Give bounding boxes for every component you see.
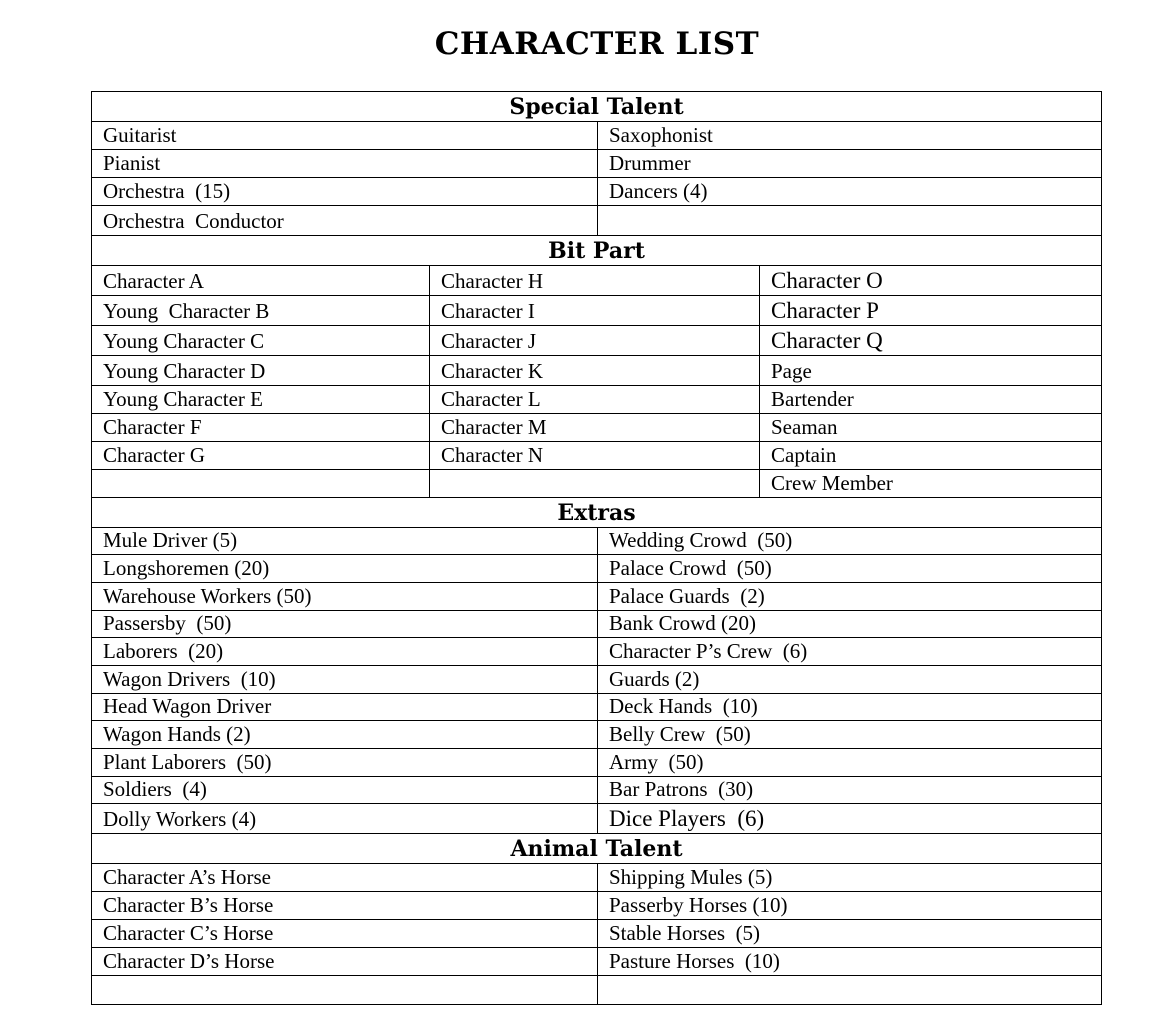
table-cell: Character A — [103, 268, 204, 293]
table-cell: Shipping Mules (5) — [597, 864, 1101, 891]
table-cell: Saxophonist — [597, 122, 1101, 149]
table-row — [92, 583, 1101, 611]
table-cell: Pianist — [103, 151, 161, 175]
table-row — [92, 777, 1101, 805]
table-row — [92, 266, 1101, 296]
table-cell: Character G — [103, 442, 206, 467]
table-cell: Bank Crowd (20) — [597, 611, 1101, 638]
table-cell: Bar Patrons (30) — [597, 777, 1101, 804]
table-cell: Orchestra Conductor — [103, 208, 284, 233]
table-row — [92, 206, 1101, 236]
table-row — [92, 414, 1101, 442]
table-cell: Plant Laborers (50) — [103, 749, 272, 774]
table-cell: Character O — [759, 266, 1101, 295]
table-row — [92, 749, 1101, 777]
table-cell: Wagon Drivers (10) — [103, 666, 276, 691]
table-cell: Page — [759, 356, 1101, 385]
table-cell: Captain — [759, 442, 1101, 469]
table-cell: Mule Driver (5) — [103, 528, 238, 553]
table-row — [92, 976, 1101, 1004]
table-cell: Crew Member — [759, 470, 1101, 497]
table-row — [92, 804, 1101, 834]
section-heading-extras: Extras — [92, 498, 1101, 528]
table-cell: Young Character B — [103, 298, 270, 323]
table-cell: Passersby (50) — [103, 611, 232, 636]
table-row — [92, 555, 1101, 583]
table-cell: Character C’s Horse — [103, 920, 274, 945]
table-cell: Orchestra (15) — [103, 179, 231, 203]
table-row — [92, 611, 1101, 639]
table-cell: Army (50) — [597, 749, 1101, 776]
table-cell: Character M — [429, 414, 759, 441]
character-table — [91, 91, 1102, 1005]
table-cell: Character A’s Horse — [103, 864, 271, 889]
table-row — [92, 694, 1101, 722]
table-row — [92, 528, 1101, 556]
table-cell — [92, 976, 597, 1004]
table-cell: Laborers (20) — [103, 638, 224, 663]
table-cell: Character F — [103, 414, 202, 439]
table-cell: Character H — [429, 266, 759, 295]
section-heading-animal-talent: Animal Talent — [92, 834, 1101, 864]
table-row — [92, 442, 1101, 470]
table-row — [92, 296, 1101, 326]
table-cell — [429, 470, 759, 497]
table-cell: Palace Guards (2) — [597, 583, 1101, 610]
table-cell: Warehouse Workers (50) — [103, 583, 312, 608]
page-title: CHARACTER LIST — [434, 26, 760, 62]
table-row — [92, 150, 1101, 178]
table-cell: Character I — [429, 296, 759, 325]
table-cell: Bartender — [759, 386, 1101, 413]
table-cell: Head Wagon Driver — [103, 694, 272, 719]
table-cell: Character N — [429, 442, 759, 469]
table-cell — [597, 976, 1101, 1004]
table-cell: Character P — [759, 296, 1101, 325]
table-cell — [597, 206, 1101, 235]
table-cell: Guitarist — [103, 123, 177, 147]
table-cell: Belly Crew (50) — [597, 721, 1101, 748]
table-cell: Character L — [429, 386, 759, 413]
table-row — [92, 356, 1101, 386]
table-cell: Young Character E — [103, 386, 264, 411]
table-cell: Character B’s Horse — [103, 892, 274, 917]
table-cell: Character J — [429, 326, 759, 355]
table-cell: Passerby Horses (10) — [597, 892, 1101, 919]
table-row — [92, 864, 1101, 892]
table-row — [92, 948, 1101, 976]
table-row — [92, 386, 1101, 414]
table-cell: Deck Hands (10) — [597, 694, 1101, 721]
section-heading-bit-part: Bit Part — [92, 236, 1101, 266]
table-cell: Young Character D — [103, 358, 266, 383]
table-row — [92, 122, 1101, 150]
table-cell: Drummer — [597, 150, 1101, 177]
table-row — [92, 666, 1101, 694]
table-row — [92, 721, 1101, 749]
table-row — [92, 920, 1101, 948]
table-cell: Wedding Crowd (50) — [597, 528, 1101, 555]
section-heading-special-talent: Special Talent — [92, 92, 1101, 122]
table-cell: Dolly Workers (4) — [103, 806, 257, 831]
table-cell: Palace Crowd (50) — [597, 555, 1101, 582]
table-row — [92, 326, 1101, 356]
table-cell: Character D’s Horse — [103, 948, 275, 973]
table-cell — [92, 470, 429, 497]
table-cell: Character Q — [759, 326, 1101, 355]
table-row — [92, 470, 1101, 498]
table-cell: Pasture Horses (10) — [597, 948, 1101, 975]
table-row — [92, 892, 1101, 920]
table-row — [92, 638, 1101, 666]
table-cell: Longshoremen (20) — [103, 555, 270, 580]
table-cell: Seaman — [759, 414, 1101, 441]
table-cell: Wagon Hands (2) — [103, 722, 251, 746]
table-cell: Stable Horses (5) — [597, 920, 1101, 947]
table-cell: Soldiers (4) — [103, 777, 207, 802]
table-row — [92, 178, 1101, 206]
table-cell: Dancers (4) — [597, 178, 1101, 205]
table-cell: Guards (2) — [597, 666, 1101, 693]
table-cell: Dice Players (6) — [597, 804, 1101, 833]
table-cell: Young Character C — [103, 328, 265, 353]
table-cell: Character P’s Crew (6) — [597, 638, 1101, 665]
table-cell: Character K — [429, 356, 759, 385]
